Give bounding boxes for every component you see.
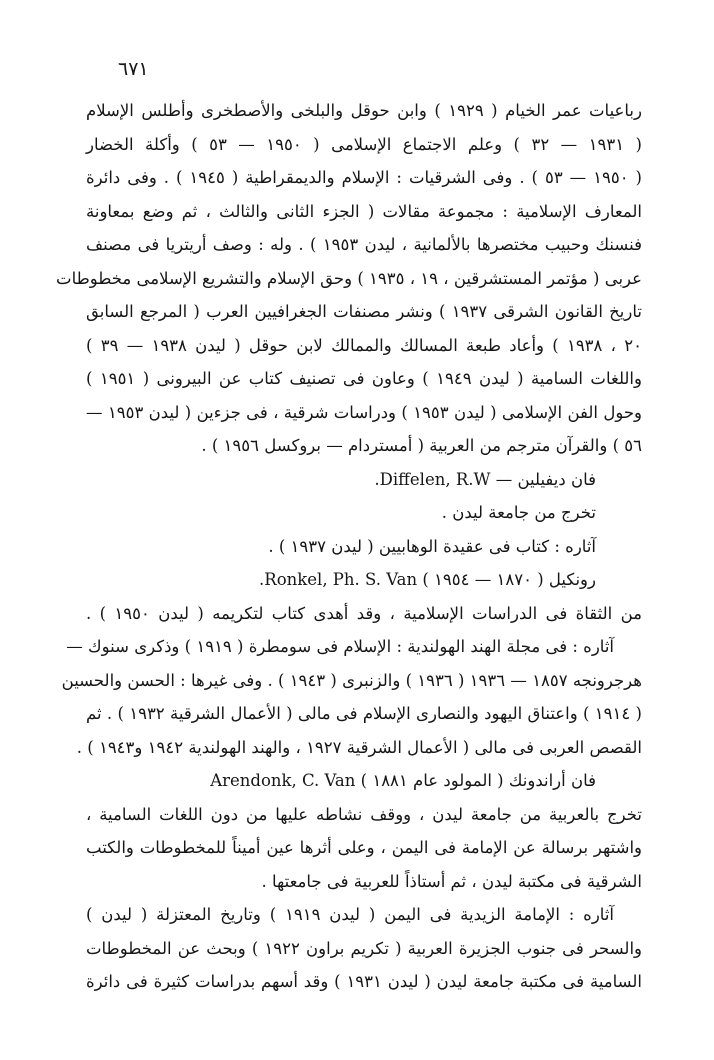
- text-line: رباعيات عمر الخيام ( ١٩٢٩ ) وابن حوقل والبلخى والأصطخرى وأطلس الإسلام: [86, 101, 642, 120]
- text-line: فنسنك وحبيب مختصرها بالألمانية ، ليدن ١٩٥٣ ) . وله : وصف أريتريا فى مصنف: [86, 235, 642, 254]
- text-line: تخرج بالعربية من جامعة ليدن ، ووقف نشاطه عليها من دون اللغات السامية ،: [86, 804, 642, 824]
- text-line: وحول الفن الإسلامى ( ليدن ١٩٥٣ ) ودراسات شرقية ، فى جزءين ( ليدن ١٩٥٣ —: [86, 402, 643, 422]
- page-number: ٦٧١: [118, 58, 149, 80]
- text-line: السامية فى مكتبة جامعة ليدن ( ليدن ١٩٣١ ) وقد أسهم بدراسات كثيرة فى دائرة: [86, 972, 642, 991]
- text-line: آثاره : فى مجلة الهند الهولندية : الإسلام فى سومطرة ( ١٩١٩ ) وذكرى سنوك —: [66, 637, 614, 656]
- text-line: رونكيل ( ١٨٧٠ — ١٩٥٤ ) Ronkel, Ph. S. Van.: [259, 570, 596, 589]
- text-line: فان أراندونك ( المولود عام ١٨٨١ ) Arendonk, C. Van: [210, 771, 596, 790]
- text-line: ( ١٩٣١ — ٣٢ ) وعلم الاجتماع الإسلامى ( ١٩٥٠ — ٥٣ ) وأكلة الخضار: [86, 134, 642, 154]
- text-line: والسحر فى جنوب الجزيرة العربية ( تكريم براون ١٩٢٢ ) وبحث عن المخطوطات: [86, 938, 642, 958]
- text-line: آثاره : كتاب فى عقيدة الوهابيين ( ليدن ١٩٣٧ ) .: [268, 536, 596, 556]
- text-line: تخرج من جامعة ليدن .: [441, 503, 596, 522]
- body-text: [56, 94, 643, 999]
- text-line: تاريخ القانون الشرقى ١٩٣٧ ) ونشر مصنفات الجغرافيين العرب ( المرجع السابق: [86, 302, 642, 321]
- text-line: هرجرونجه ١٨٥٧ — ١٩٣٦ ( ١٩٣٦ ) والزنبرى ( ١٩٤٣ ) . وفى غيرها : الحسن والحسين: [61, 670, 642, 690]
- text-line: فان ديفيلين — Diffelen, R.W.: [374, 469, 596, 489]
- text-line: ( ١٩١٤ ) واعتناق اليهود والنصارى الإسلام فى مالى ( الأعمال الشرقية ١٩٣٢ ) . ثم: [86, 704, 642, 723]
- text-line: القصص العربى فى مالى ( الأعمال الشرقية ١٩٢٧ ، والهند الهولندية ١٩٤٢ و١٩٤٣ ) .: [76, 737, 642, 757]
- text-line: المعارف الإسلامية : مجموعة مقالات ( الجزء الثانى والثالث ، ثم وضع بمعاونة: [86, 201, 642, 221]
- text-line: ( ١٩٥٠ — ٥٣ ) . وفى الشرقيات : الإسلام والديمقراطية ( ١٩٤٥ ) . وفى دائرة: [86, 168, 642, 187]
- text-line: الشرقية فى مكتبة ليدن ، ثم أستاذاً للعربية فى جامعتها .: [261, 871, 642, 891]
- text-line: واللغات السامية ( ليدن ١٩٤٩ ) وعاون فى تصنيف كتاب عن البيرونى ( ١٩٥١ ): [86, 369, 642, 388]
- text-line: آثاره : الإمامة الزيدية فى اليمن ( ليدن ١٩١٩ ) وتاريخ المعتزلة ( ليدن ): [86, 905, 614, 924]
- text-line: ٥٦ ) والقرآن مترجم من العربية ( أمستردام — بروكسل ١٩٥٦ ) .: [201, 436, 642, 455]
- text-line: واشتهر برسالة عن الإمامة فى اليمن ، وعلى أثرها عين أميناً للمخطوطات والكتب: [86, 838, 642, 857]
- text-line: عربى ( مؤتمر المستشرقين ، ١٩ ، ١٩٣٥ ) وحق الإسلام والتشريع الإسلامى مخطوطات: [56, 268, 642, 288]
- text-line: ٢٠ ، ١٩٣٨ ) وأعاد طبعة المسالك والممالك لابن حوقل ( ليدن ١٩٣٨ — ٣٩ ): [86, 335, 642, 355]
- text-line: من الثقاة فى الدراسات الإسلامية ، وقد أهدى كتاب لتكريمه ( ليدن ١٩٥٠ ) .: [86, 603, 642, 623]
